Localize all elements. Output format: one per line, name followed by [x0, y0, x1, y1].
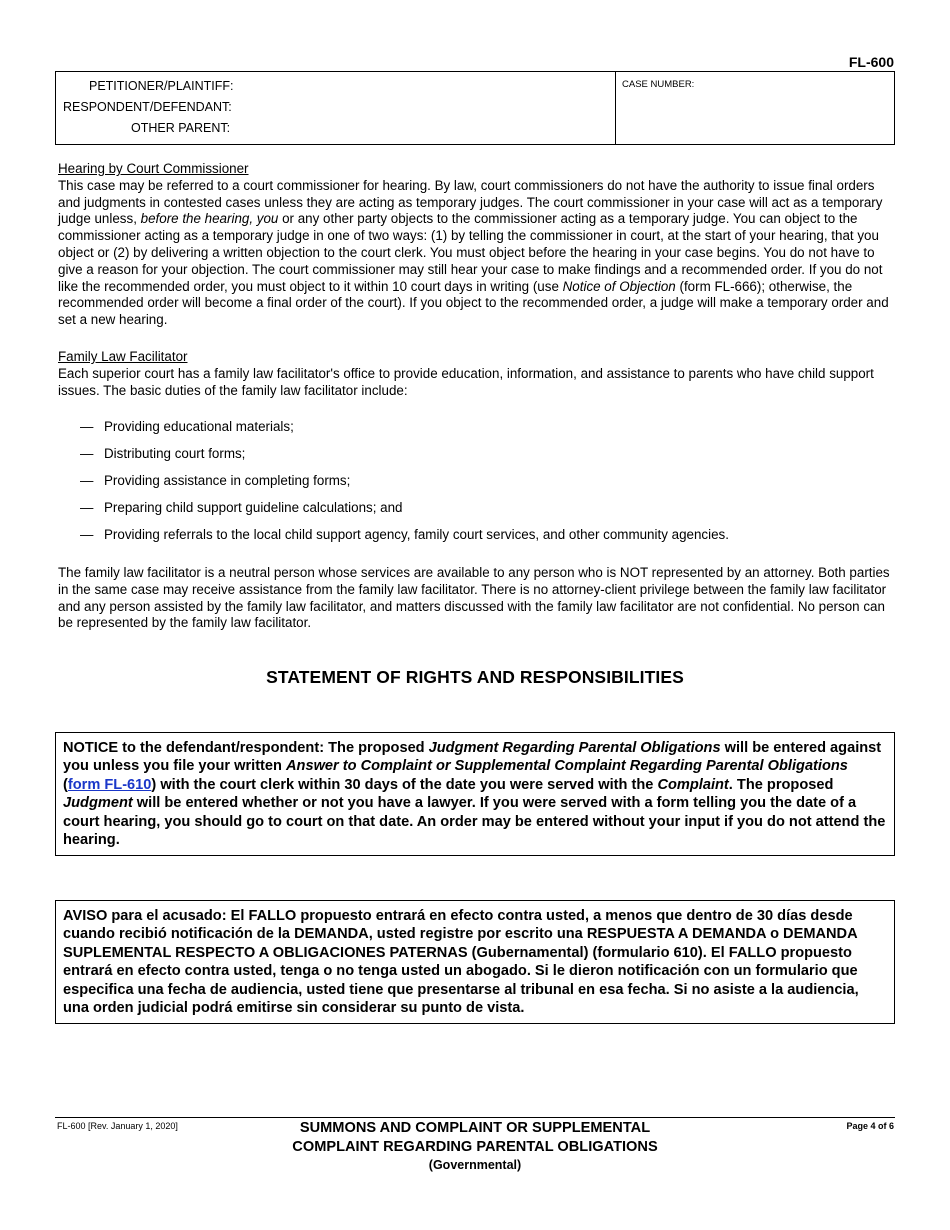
facilitator-section [58, 349, 890, 399]
footer-page-number: Page 4 of 6 [846, 1121, 894, 1131]
facilitator-closing: The family law facilitator is a neutral person whose services are available to any person who is NOT represented by an attorney. Both parties in the same case may receive assistance from the family law facilitator. There is no attorney-client privilege between the family law facilitator and any person assisted by the family law facilitator, and matters discussed with the family law facilitator are not confidential. No person can be represented by the family law facilitator. [58, 565, 890, 631]
case-number-label: CASE NUMBER: [622, 79, 695, 90]
footer-divider [55, 1117, 895, 1118]
hearing-section [58, 161, 890, 329]
hearing-heading: Hearing by Court Commissioner [58, 161, 249, 176]
facilitator-intro: Each superior court has a family law facilitator's office to provide education, information, and assistance to parents who have child support issues. The basic duties of the family law facilitator include: [58, 365, 874, 398]
footer-revision: FL-600 [Rev. January 1, 2020] [57, 1121, 178, 1131]
duty-item: — Providing educational materials; [80, 419, 294, 434]
facilitator-heading: Family Law Facilitator [58, 349, 188, 364]
petitioner-label: PETITIONER/PLAINTIFF: [89, 79, 234, 93]
form-fl610-link[interactable]: form FL-610 [67, 776, 152, 793]
notice-spanish: AVISO para el acusado: El FALLO propuesto entrará en efecto contra usted, a menos que dentro de 30 días desde cuando recibió notificación de la DEMANDA, usted registre por escrito una RESPUESTA A DEMANDA o DEMANDA SUPLEMENTAL RESPECTO A OBLIGACIONES PATERNAS (Gubernamental) (formulario 610). El FALLO propuesto entrará en efecto contra usted, tenga o no tenga usted un abogado. Si le dieron notificación con un formulario que especifica una fecha de audiencia, usted tiene que presentarse al tribunal en esa fecha. Si no asiste a la audiencia, una orden judicial podrá emitirse sin considerar su punto de vista. [55, 900, 895, 1024]
duty-item: — Preparing child support guideline calculations; and [80, 500, 403, 515]
duty-item: — Distributing court forms; [80, 446, 246, 461]
duty-item: — Providing referrals to the local child support agency, family court services, and other community agencies. [80, 527, 729, 542]
form-number: FL-600 [848, 54, 894, 70]
other-parent-label: OTHER PARENT: [131, 121, 231, 135]
hearing-paragraph: This case may be referred to a court commissioner for hearing. By law, court commissioners do not have the authority to issue final orders and judgments in contested cases unless they are acting as temporary judges. The court commissioner in your case will act as a temporary judge unless, before the hearing, you or any other party objects to the commissioner acting as a temporary judge. You can object to the commissioner acting as a temporary judge in one of two ways: (1) by telling the commissioner in court, at the start of your hearing, that you object or (2) by delivering a written objection to the court clerk. You must object before the hearing in your case begins. You do not have to give a reason for your objection. The court commissioner may still hear your case to make findings and a recommended order. If you do not like the recommended order, you must object to it within 10 court days in writing (use Notice of Objection (form FL-666); otherwise, the recommended order will become a final order of the court). If you object to the recommended order, a judge will make a temporary order and set a new hearing. [58, 177, 889, 328]
case-number-cell [615, 72, 894, 144]
notice-english: NOTICE to the defendant/respondent: The proposed Judgment Regarding Parental Obligations will be entered against you unless you file your written Answer to Complaint or Supplemental Complaint Regarding Parental Obligations (form FL-610) with the court clerk within 30 days of the date you were served with the Complaint. The proposed Judgment will be entered whether or not you have a lawyer. If you were served with a form telling you the date of a court hearing, you should go to court on that date. An order may be entered without your input if you do not attend the hearing. [55, 732, 895, 856]
caption-box [55, 71, 895, 145]
respondent-label: RESPONDENT/DEFENDANT: [63, 100, 232, 114]
statement-title: STATEMENT OF RIGHTS AND RESPONSIBILITIES [266, 667, 684, 687]
duty-item: — Providing assistance in completing forms; [80, 473, 351, 488]
caption-parties [56, 72, 615, 144]
footer-title: SUMMONS AND COMPLAINT OR SUPPLEMENTAL COMPLAINT REGARDING PARENTAL OBLIGATIONS (Governmental) [292, 1120, 658, 1173]
